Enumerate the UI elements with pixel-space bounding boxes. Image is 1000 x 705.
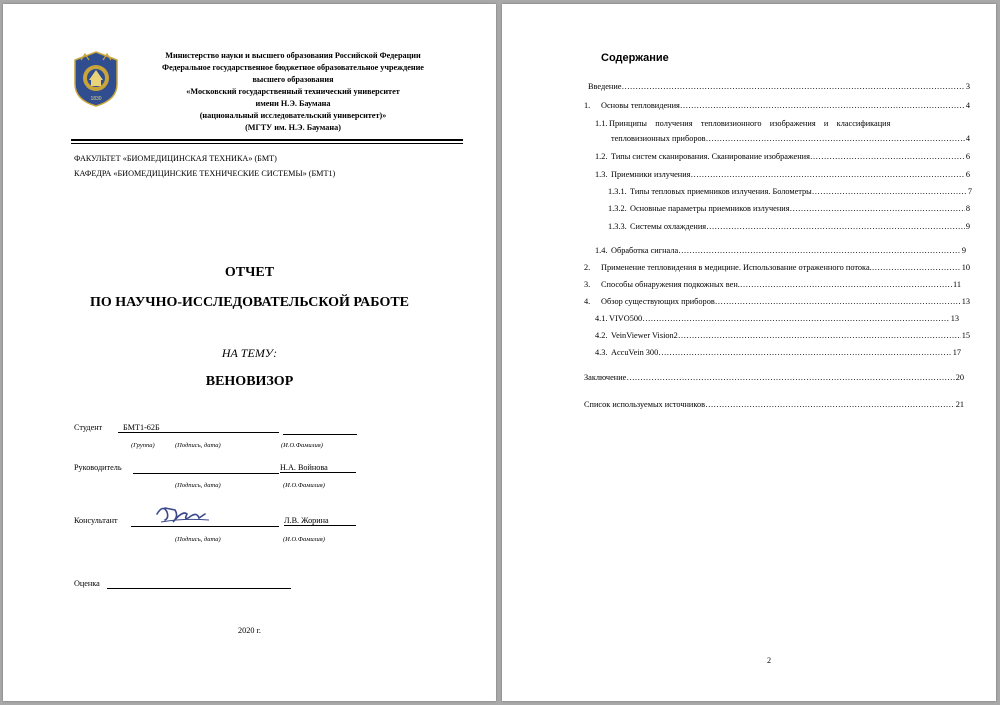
toc-entry[interactable] [584, 101, 970, 110]
grade-label: Оценка [74, 579, 100, 588]
toc-entry[interactable] [608, 187, 972, 196]
toc-number: 4. [584, 297, 591, 306]
report-title: ОТЧЕТ [224, 265, 275, 280]
toc-page-number: 4 [965, 134, 970, 143]
header-line: (МГТУ им. Н.Э. Баумана) [245, 123, 341, 132]
toc-entry[interactable] [584, 263, 970, 272]
toc-entry[interactable] [595, 246, 966, 255]
university-header [143, 50, 443, 134]
toc-label: Типы систем сканирования. Сканирование изображения [611, 152, 810, 161]
faculty-line: ФАКУЛЬТЕТ «БИОМЕДИЦИНСКАЯ ТЕХНИКА» (БМТ) [74, 154, 277, 163]
topic-label: НА ТЕМУ: [221, 346, 278, 360]
header-divider-thin [71, 143, 463, 144]
hint-group: (Группа) [131, 442, 155, 449]
toc-page [502, 4, 996, 701]
toc-page-number: 21 [955, 400, 964, 409]
toc-entry[interactable] [588, 82, 970, 91]
hint-sign: (Подпись, дата) [175, 442, 221, 449]
toc-number: 1.2. [595, 152, 608, 161]
hint-name: (И.О.Фамилия) [283, 482, 325, 489]
header-line: Министерство науки и высшего образования Российской Федерации [165, 51, 421, 60]
toc-number: 1. [584, 101, 591, 110]
consultant-name: Л.В. Жорина [284, 516, 356, 526]
page-number: 2 [767, 656, 772, 665]
toc-page-number: 10 [961, 263, 970, 272]
toc-entry[interactable] [595, 314, 959, 323]
toc-entry[interactable] [584, 280, 961, 289]
toc-number: 1.3.1. [608, 187, 627, 196]
toc-entry[interactable] [584, 373, 964, 382]
title-page [3, 4, 496, 701]
toc-page-number: 9 [961, 246, 966, 255]
toc-number: 1.3.3. [608, 222, 627, 231]
toc-entry[interactable] [584, 400, 964, 409]
toc-number: 2. [584, 263, 591, 272]
toc-page-number: 8 [965, 204, 970, 213]
hint-sign: (Подпись, дата) [175, 536, 221, 543]
toc-number: 4.2. [595, 331, 608, 340]
toc-page-number: 13 [950, 314, 959, 323]
toc-label: Введение [588, 82, 622, 91]
toc-label: Обработка сигнала [611, 246, 679, 255]
grade-line [107, 588, 291, 589]
toc-page-number: 7 [967, 187, 972, 196]
bmstu-emblem-icon [71, 50, 121, 108]
toc-label: AccuVein 300 [611, 348, 659, 357]
toc-entry[interactable] [595, 152, 970, 161]
svg-text:1830: 1830 [90, 96, 102, 102]
toc-number: 4.1. [595, 314, 608, 323]
toc-entry[interactable] [608, 204, 970, 213]
toc-page-number: 20 [955, 373, 964, 382]
toc-label: Типы тепловых приемников излучения. Болометры [630, 187, 812, 196]
toc-page-number: 6 [965, 170, 970, 179]
toc-number: 3. [584, 280, 591, 289]
toc-entry[interactable] [595, 348, 961, 357]
toc-label: Принципы получения тепловизионного изображения и классификация [609, 119, 891, 128]
header-line: имени Н.Э. Баумана [255, 99, 331, 108]
toc-page-number: 15 [961, 331, 970, 340]
hint-name: (И.О.Фамилия) [283, 536, 325, 543]
toc-label: Обзор существующих приборов [601, 297, 715, 306]
header-line: высшего образования [252, 75, 334, 84]
hint-name: (И.О.Фамилия) [281, 442, 323, 449]
toc-entry[interactable] [595, 331, 970, 340]
toc-label: Основные параметры приемников излучения [630, 204, 790, 213]
supervisor-sign-line [133, 473, 279, 474]
toc-label: Системы охлаждения [630, 222, 707, 231]
hint-sign: (Подпись, дата) [175, 482, 221, 489]
toc-page-number: 11 [953, 280, 961, 289]
department-line: КАФЕДРА «БИОМЕДИЦИНСКИЕ ТЕХНИЧЕСКИЕ СИСТЕМЫ» (БМТ1) [74, 169, 336, 178]
student-group: БМТ1-62Б [118, 423, 279, 433]
toc-page-number: 3 [965, 82, 970, 91]
toc-entry[interactable] [584, 297, 970, 306]
student-label: Студент [74, 423, 103, 432]
supervisor-label: Руководитель [74, 463, 122, 472]
header-divider [71, 139, 463, 141]
toc-number: 1.3. [595, 170, 608, 179]
toc-label: VeinViewer Vision2 [611, 331, 678, 340]
consultant-label: Консультант [74, 516, 118, 525]
toc-page-number: 6 [965, 152, 970, 161]
toc-label: VIVO500 [609, 314, 643, 323]
toc-page-number: 17 [952, 348, 961, 357]
toc-number: 1.4. [595, 246, 608, 255]
toc-page-number: 13 [961, 297, 970, 306]
toc-number: 1.1. [595, 119, 608, 128]
toc-entry[interactable] [608, 222, 970, 231]
student-name-line [283, 434, 357, 435]
report-subtitle: ПО НАУЧНО-ИССЛЕДОВАТЕЛЬСКОЙ РАБОТЕ [89, 295, 410, 310]
header-line: Федеральное государственное бюджетное образовательное учреждение [162, 63, 424, 72]
toc-page-number: 4 [965, 101, 970, 110]
supervisor-name: Н.А. Войнова [280, 463, 356, 473]
toc-entry[interactable] [595, 119, 970, 128]
toc-label: Применение тепловидения в медицине. Использование отраженного потока. [601, 263, 872, 272]
toc-label: Приемники излучения [611, 170, 691, 179]
header-line: (национальный исследовательский университет)» [199, 111, 387, 120]
toc-entry[interactable] [611, 134, 970, 143]
toc-page-number: 9 [965, 222, 970, 231]
toc-title: Содержание [601, 52, 669, 64]
toc-number: 1.3.2. [608, 204, 627, 213]
report-topic: ВЕНОВИЗОР [205, 374, 294, 389]
toc-entry[interactable] [595, 170, 970, 179]
toc-label: тепловизионных приборов [611, 134, 706, 143]
toc-label: Основы тепловидения [601, 101, 680, 110]
header-line: «Московский государственный технический университет [186, 87, 400, 96]
toc-number: 4.3. [595, 348, 608, 357]
year: 2020 г. [238, 626, 261, 635]
toc-label: Способы обнаружения подкожных вен. [601, 280, 740, 289]
signature-icon [153, 502, 213, 528]
toc-label: Список используемых источников [584, 400, 706, 409]
toc-label: Заключение [584, 373, 627, 382]
